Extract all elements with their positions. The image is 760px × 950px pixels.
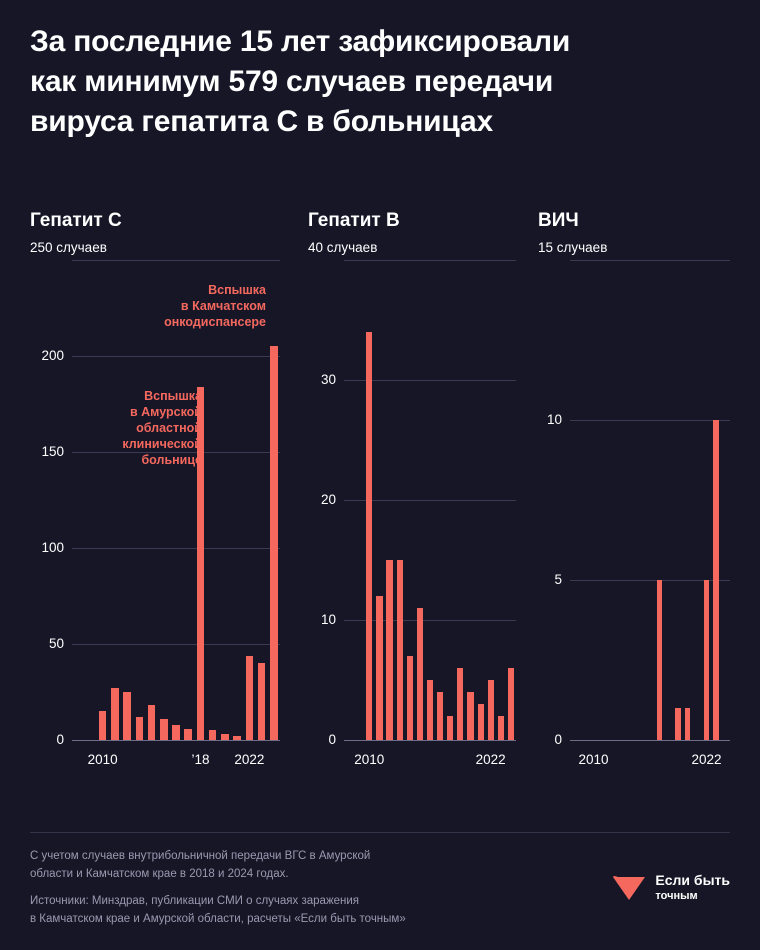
bar-hepatitis-c-2014 bbox=[148, 705, 156, 740]
y-tick-label-hiv-15: 15 случаев bbox=[538, 240, 608, 255]
footer-note-line-1: С учетом случаев внутрибольничной передачи ВГС в Амурской bbox=[30, 850, 371, 862]
y-tick-label-hepatitis-b-10: 10 bbox=[320, 612, 336, 627]
y-tick-label-hiv-0: 0 bbox=[554, 732, 562, 747]
bar-hepatitis-c-2024 bbox=[270, 346, 278, 740]
annotation-line: областной bbox=[136, 421, 202, 435]
brand-logo bbox=[612, 872, 730, 903]
title-line-2: как минимум 579 случаев передачи bbox=[30, 64, 554, 98]
bar-hiv-2020 bbox=[685, 708, 691, 740]
y-tick-label-hepatitis-c-100: 100 bbox=[41, 540, 64, 555]
x-tick-label-hepatitis-c-2022: 2022 bbox=[234, 752, 265, 767]
bar-hepatitis-b-2018 bbox=[447, 716, 453, 740]
bar-hepatitis-b-2010 bbox=[366, 332, 372, 740]
bar-hiv-2017 bbox=[657, 580, 663, 740]
bar-hepatitis-b-2022 bbox=[488, 680, 494, 740]
bar-hepatitis-b-2016 bbox=[427, 680, 433, 740]
gridline-hiv-15 bbox=[570, 260, 730, 261]
bar-hepatitis-b-2020 bbox=[467, 692, 473, 740]
y-tick-label-hepatitis-c-250: 250 случаев bbox=[30, 240, 107, 255]
bar-hepatitis-b-2011 bbox=[376, 596, 382, 740]
annotation-line: Вспышка bbox=[144, 389, 202, 403]
x-tick-label-hiv-2022: 2022 bbox=[691, 752, 722, 767]
y-tick-label-hepatitis-c-0: 0 bbox=[56, 732, 64, 747]
chart-title-hepatitis-c: Гепатит С bbox=[30, 210, 122, 231]
bar-hepatitis-c-2012 bbox=[123, 692, 131, 740]
footer-sources-line-2: в Камчатском крае и Амурской области, расчеты «Если быть точным» bbox=[30, 913, 406, 925]
footer-divider bbox=[30, 832, 730, 833]
chart-title-hepatitis-b: Гепатит B bbox=[308, 210, 400, 231]
bar-hepatitis-c-2021 bbox=[233, 736, 241, 740]
y-tick-label-hepatitis-b-40: 40 случаев bbox=[308, 240, 378, 255]
y-tick-label-hepatitis-c-200: 200 bbox=[41, 348, 64, 363]
annotation-line: онкодиспансере bbox=[164, 315, 266, 329]
annotation-hepatitis-c-2 bbox=[122, 388, 202, 468]
plot-area-hepatitis-c bbox=[30, 240, 280, 767]
gridline-hepatitis-c-250 bbox=[72, 260, 280, 261]
bar-hiv-2022 bbox=[704, 580, 710, 740]
x-tick-label-hepatitis-b-2022: 2022 bbox=[475, 752, 506, 767]
bar-hepatitis-c-2011 bbox=[111, 688, 119, 740]
gridline-hiv-0 bbox=[570, 740, 730, 741]
bar-hepatitis-b-2023 bbox=[498, 716, 504, 740]
brand-name-line-1: Если быть bbox=[655, 872, 730, 888]
annotation-line: в Камчатском bbox=[180, 299, 266, 313]
bar-hepatitis-b-2013 bbox=[397, 560, 403, 740]
bar-hepatitis-c-2016 bbox=[172, 725, 180, 740]
title-line-1: За последние 15 лет зафиксировали bbox=[30, 25, 571, 58]
chart-title-hiv: ВИЧ bbox=[538, 210, 579, 231]
y-tick-label-hiv-10: 10 bbox=[546, 412, 562, 427]
chart-panel-hiv bbox=[538, 210, 730, 767]
x-tick-label-hepatitis-c-2018: ’18 bbox=[191, 752, 210, 767]
gridline-hepatitis-b-40 bbox=[344, 260, 516, 261]
x-tick-label-hiv-2010: 2010 bbox=[578, 752, 609, 767]
bar-hepatitis-c-2010 bbox=[99, 711, 107, 740]
bar-hepatitis-b-2017 bbox=[437, 692, 443, 740]
bar-hepatitis-c-2015 bbox=[160, 719, 168, 740]
y-tick-label-hepatitis-c-150: 150 bbox=[41, 444, 64, 459]
gridline-hepatitis-c-100 bbox=[72, 548, 280, 549]
brand-name-line-2: точным bbox=[655, 889, 698, 902]
y-tick-label-hepatitis-c-50: 50 bbox=[48, 636, 64, 651]
bar-hepatitis-b-2019 bbox=[457, 668, 463, 740]
bar-hepatitis-b-2024 bbox=[508, 668, 514, 740]
bar-hiv-2019 bbox=[675, 708, 681, 740]
bar-hepatitis-b-2015 bbox=[417, 608, 423, 740]
chart-panel-hepatitis-b bbox=[308, 210, 516, 767]
brand-name bbox=[655, 872, 730, 903]
gridline-hepatitis-c-0 bbox=[72, 740, 280, 741]
footer-note-line-2: области и Камчатском крае в 2018 и 2024 годах. bbox=[30, 868, 289, 880]
annotation-hepatitis-c-1 bbox=[164, 282, 266, 330]
y-tick-label-hepatitis-b-20: 20 bbox=[320, 492, 336, 507]
title-line-3: вируса гепатита С в больницах bbox=[30, 104, 493, 138]
bar-hepatitis-b-2012 bbox=[386, 560, 392, 740]
bar-hepatitis-c-2019 bbox=[209, 730, 217, 740]
bar-hepatitis-c-2022 bbox=[246, 656, 254, 741]
x-tick-label-hepatitis-c-2010: 2010 bbox=[87, 752, 118, 767]
gridline-hiv-10 bbox=[570, 420, 730, 421]
chart-panel-hepatitis-c bbox=[30, 210, 280, 767]
bar-hiv-2023 bbox=[713, 420, 719, 740]
bar-hepatitis-c-2013 bbox=[136, 717, 144, 740]
y-tick-label-hiv-5: 5 bbox=[554, 572, 562, 587]
bar-hepatitis-c-2017 bbox=[184, 729, 192, 741]
y-tick-label-hepatitis-b-30: 30 bbox=[320, 372, 336, 387]
bar-hepatitis-c-2020 bbox=[221, 734, 229, 740]
bar-hepatitis-b-2014 bbox=[407, 656, 413, 740]
bar-hepatitis-b-2021 bbox=[478, 704, 484, 740]
y-tick-label-hepatitis-b-0: 0 bbox=[328, 732, 336, 747]
annotation-line: больнице bbox=[141, 453, 202, 467]
gridline-hepatitis-b-0 bbox=[344, 740, 516, 741]
x-tick-label-hepatitis-b-2010: 2010 bbox=[354, 752, 385, 767]
annotation-line: в Амурской bbox=[129, 405, 202, 419]
bar-hepatitis-c-2023 bbox=[258, 663, 266, 740]
annotation-line: клинической bbox=[122, 437, 202, 451]
gridline-hepatitis-c-200 bbox=[72, 356, 280, 357]
footer-sources-line-1: Источники: Минздрав, публикации СМИ о случаях заражения bbox=[30, 895, 360, 907]
heart-icon bbox=[612, 875, 646, 901]
annotation-line: Вспышка bbox=[208, 283, 266, 297]
plot-area-hepatitis-b bbox=[308, 240, 516, 767]
gridline-hepatitis-c-50 bbox=[72, 644, 280, 645]
plot-area-hiv bbox=[538, 240, 730, 767]
page-title bbox=[30, 22, 730, 142]
